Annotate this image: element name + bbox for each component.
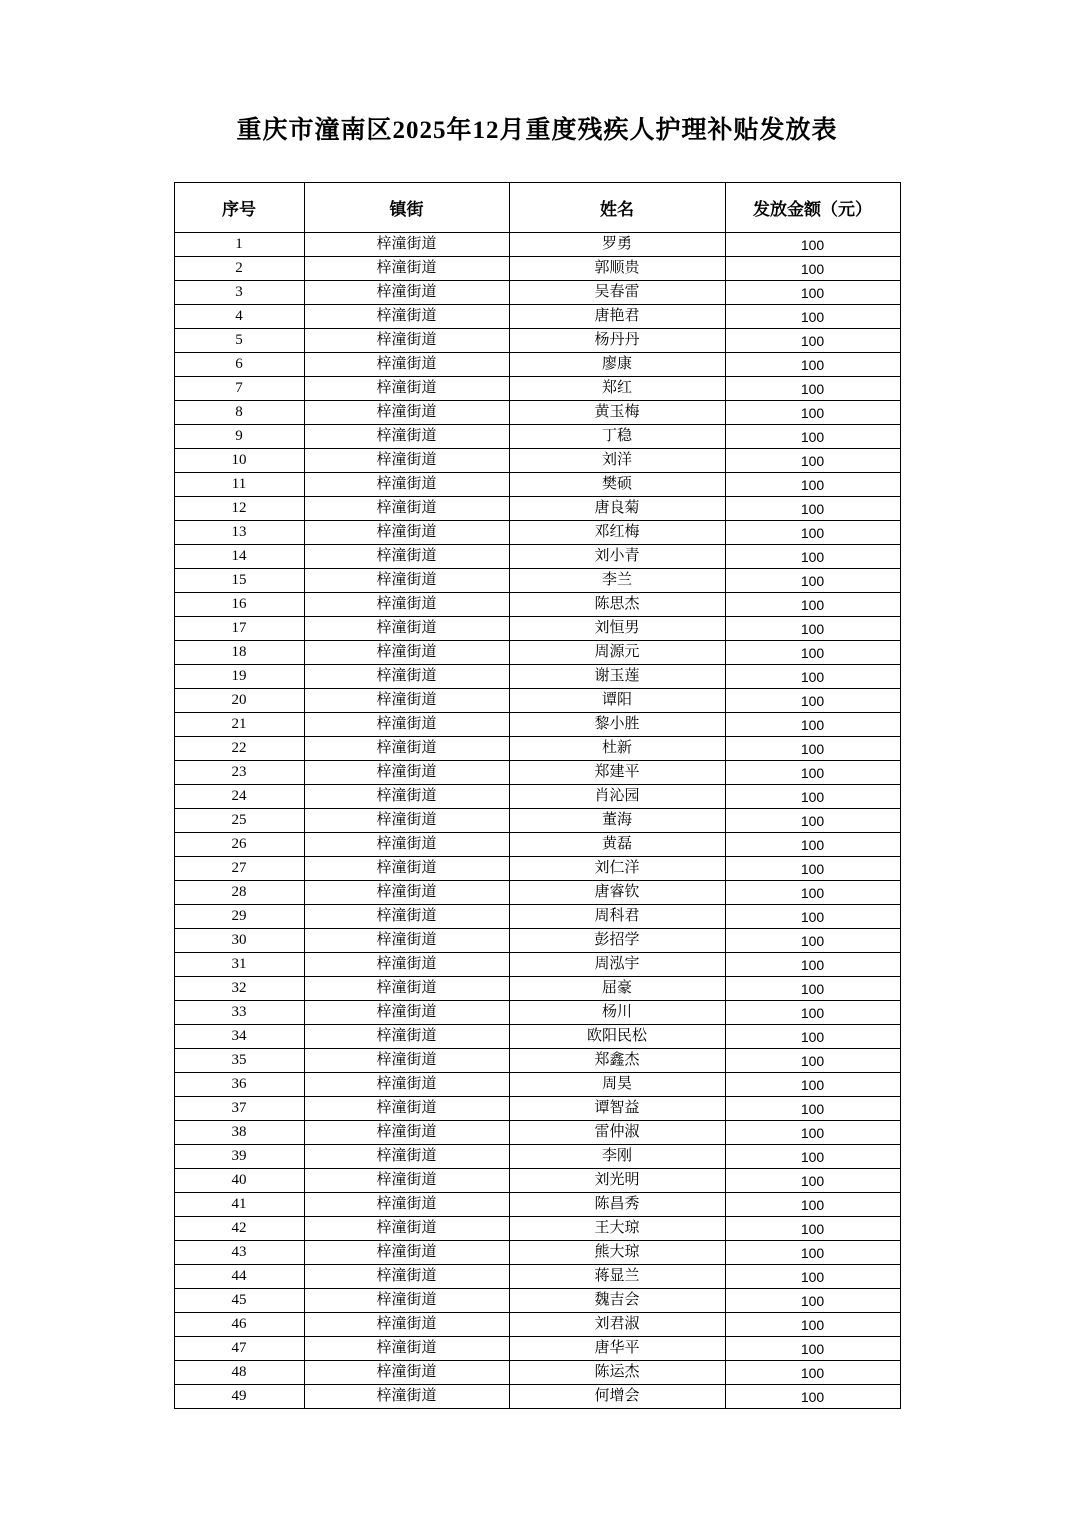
cell-amount: 100 [725,233,900,257]
cell-name: 唐良菊 [509,497,725,521]
cell-amount: 100 [725,1145,900,1169]
cell-serial: 27 [174,857,304,881]
cell-name: 魏吉会 [509,1289,725,1313]
cell-name: 黄玉梅 [509,401,725,425]
cell-name: 肖沁园 [509,785,725,809]
cell-serial: 10 [174,449,304,473]
table-row [174,1049,900,1073]
table-row [174,1001,900,1025]
cell-name: 刘小青 [509,545,725,569]
cell-name: 雷仲淑 [509,1121,725,1145]
table-row [174,1265,900,1289]
cell-amount: 100 [725,881,900,905]
cell-name: 周科君 [509,905,725,929]
cell-amount: 100 [725,1337,900,1361]
cell-town: 梓潼街道 [304,977,509,1001]
cell-name: 李刚 [509,1145,725,1169]
cell-amount: 100 [725,785,900,809]
cell-amount: 100 [725,1049,900,1073]
cell-name: 郑建平 [509,761,725,785]
cell-serial: 40 [174,1169,304,1193]
cell-serial: 9 [174,425,304,449]
table-row [174,809,900,833]
cell-amount: 100 [725,425,900,449]
cell-name: 屈豪 [509,977,725,1001]
cell-serial: 26 [174,833,304,857]
cell-name: 唐睿钦 [509,881,725,905]
cell-town: 梓潼街道 [304,329,509,353]
cell-serial: 31 [174,953,304,977]
cell-town: 梓潼街道 [304,737,509,761]
cell-town: 梓潼街道 [304,1289,509,1313]
table-row [174,449,900,473]
cell-amount: 100 [725,1289,900,1313]
cell-town: 梓潼街道 [304,593,509,617]
cell-serial: 33 [174,1001,304,1025]
header-name: 姓名 [509,183,725,233]
cell-amount: 100 [725,1193,900,1217]
cell-name: 丁稳 [509,425,725,449]
cell-name: 刘洋 [509,449,725,473]
cell-town: 梓潼街道 [304,1001,509,1025]
cell-name: 何增会 [509,1385,725,1409]
cell-town: 梓潼街道 [304,401,509,425]
cell-serial: 18 [174,641,304,665]
table-row [174,1385,900,1409]
table-row [174,401,900,425]
table-row [174,833,900,857]
cell-name: 李兰 [509,569,725,593]
cell-amount: 100 [725,497,900,521]
cell-serial: 17 [174,617,304,641]
table-row [174,953,900,977]
cell-town: 梓潼街道 [304,1217,509,1241]
table-row [174,929,900,953]
table-row [174,1169,900,1193]
cell-name: 黎小胜 [509,713,725,737]
table-row [174,641,900,665]
cell-name: 彭招学 [509,929,725,953]
cell-name: 陈昌秀 [509,1193,725,1217]
table-row [174,1217,900,1241]
cell-town: 梓潼街道 [304,1169,509,1193]
cell-amount: 100 [725,1265,900,1289]
cell-town: 梓潼街道 [304,1361,509,1385]
cell-serial: 5 [174,329,304,353]
cell-town: 梓潼街道 [304,1145,509,1169]
cell-town: 梓潼街道 [304,305,509,329]
cell-amount: 100 [725,1121,900,1145]
cell-town: 梓潼街道 [304,809,509,833]
table-row [174,329,900,353]
cell-name: 唐华平 [509,1337,725,1361]
table-row [174,545,900,569]
subsidy-table [174,182,901,1409]
cell-name: 刘恒男 [509,617,725,641]
cell-town: 梓潼街道 [304,905,509,929]
cell-town: 梓潼街道 [304,281,509,305]
table-row [174,569,900,593]
cell-town: 梓潼街道 [304,713,509,737]
cell-town: 梓潼街道 [304,1265,509,1289]
cell-town: 梓潼街道 [304,929,509,953]
table-header-row [174,183,900,233]
cell-name: 周泓宇 [509,953,725,977]
cell-serial: 25 [174,809,304,833]
cell-serial: 49 [174,1385,304,1409]
table-row [174,233,900,257]
cell-amount: 100 [725,905,900,929]
cell-serial: 19 [174,665,304,689]
cell-town: 梓潼街道 [304,473,509,497]
table-row [174,305,900,329]
cell-serial: 8 [174,401,304,425]
cell-amount: 100 [725,737,900,761]
cell-town: 梓潼街道 [304,785,509,809]
cell-amount: 100 [725,833,900,857]
header-serial: 序号 [174,183,304,233]
cell-town: 梓潼街道 [304,1313,509,1337]
cell-amount: 100 [725,1001,900,1025]
cell-name: 欧阳民松 [509,1025,725,1049]
header-amount: 发放金额（元） [725,183,900,233]
cell-name: 吴春雷 [509,281,725,305]
cell-name: 邓红梅 [509,521,725,545]
cell-town: 梓潼街道 [304,1025,509,1049]
cell-town: 梓潼街道 [304,1073,509,1097]
table-row [174,425,900,449]
cell-name: 杨丹丹 [509,329,725,353]
cell-name: 周源元 [509,641,725,665]
cell-name: 樊硕 [509,473,725,497]
cell-name: 王大琼 [509,1217,725,1241]
table-row [174,713,900,737]
cell-serial: 42 [174,1217,304,1241]
cell-serial: 20 [174,689,304,713]
table-row [174,1097,900,1121]
cell-town: 梓潼街道 [304,497,509,521]
table-row [174,689,900,713]
cell-town: 梓潼街道 [304,545,509,569]
cell-name: 黄磊 [509,833,725,857]
cell-town: 梓潼街道 [304,521,509,545]
cell-serial: 44 [174,1265,304,1289]
cell-serial: 29 [174,905,304,929]
cell-name: 谭智益 [509,1097,725,1121]
table-row [174,1361,900,1385]
cell-serial: 2 [174,257,304,281]
cell-serial: 23 [174,761,304,785]
table-row [174,497,900,521]
cell-town: 梓潼街道 [304,857,509,881]
cell-name: 廖康 [509,353,725,377]
cell-amount: 100 [725,617,900,641]
cell-serial: 6 [174,353,304,377]
table-row [174,785,900,809]
cell-amount: 100 [725,977,900,1001]
cell-amount: 100 [725,353,900,377]
cell-amount: 100 [725,473,900,497]
table-row [174,353,900,377]
cell-town: 梓潼街道 [304,953,509,977]
table-row [174,1337,900,1361]
cell-serial: 3 [174,281,304,305]
table-row [174,881,900,905]
cell-amount: 100 [725,761,900,785]
cell-town: 梓潼街道 [304,233,509,257]
cell-amount: 100 [725,953,900,977]
cell-serial: 45 [174,1289,304,1313]
table-row [174,905,900,929]
cell-name: 刘光明 [509,1169,725,1193]
table-body [174,233,900,1409]
cell-town: 梓潼街道 [304,425,509,449]
cell-town: 梓潼街道 [304,833,509,857]
table-row [174,617,900,641]
cell-serial: 12 [174,497,304,521]
page-title: 重庆市潼南区2025年12月重度残疾人护理补贴发放表 [236,117,838,144]
cell-amount: 100 [725,305,900,329]
cell-serial: 36 [174,1073,304,1097]
cell-serial: 4 [174,305,304,329]
table-row [174,593,900,617]
cell-town: 梓潼街道 [304,569,509,593]
cell-amount: 100 [725,1097,900,1121]
table-row [174,1025,900,1049]
cell-serial: 35 [174,1049,304,1073]
cell-name: 刘仁洋 [509,857,725,881]
table-row [174,521,900,545]
cell-town: 梓潼街道 [304,881,509,905]
cell-town: 梓潼街道 [304,449,509,473]
table-row [174,857,900,881]
cell-amount: 100 [725,1313,900,1337]
cell-name: 周昊 [509,1073,725,1097]
cell-name: 陈运杰 [509,1361,725,1385]
cell-serial: 48 [174,1361,304,1385]
cell-serial: 28 [174,881,304,905]
cell-name: 刘君淑 [509,1313,725,1337]
cell-name: 郑鑫杰 [509,1049,725,1073]
cell-serial: 37 [174,1097,304,1121]
cell-name: 唐艳君 [509,305,725,329]
cell-amount: 100 [725,401,900,425]
cell-name: 陈思杰 [509,593,725,617]
table-row [174,1289,900,1313]
cell-town: 梓潼街道 [304,665,509,689]
cell-name: 谢玉莲 [509,665,725,689]
cell-town: 梓潼街道 [304,761,509,785]
cell-serial: 21 [174,713,304,737]
cell-name: 郑红 [509,377,725,401]
cell-amount: 100 [725,1025,900,1049]
cell-serial: 34 [174,1025,304,1049]
cell-serial: 14 [174,545,304,569]
table-row [174,1313,900,1337]
table-row [174,665,900,689]
cell-town: 梓潼街道 [304,1097,509,1121]
cell-amount: 100 [725,281,900,305]
cell-amount: 100 [725,593,900,617]
cell-amount: 100 [725,1217,900,1241]
cell-serial: 43 [174,1241,304,1265]
cell-name: 杨川 [509,1001,725,1025]
cell-amount: 100 [725,641,900,665]
cell-town: 梓潼街道 [304,1385,509,1409]
cell-serial: 32 [174,977,304,1001]
cell-amount: 100 [725,569,900,593]
cell-serial: 13 [174,521,304,545]
table-row [174,977,900,1001]
table-row [174,761,900,785]
cell-amount: 100 [725,1361,900,1385]
cell-amount: 100 [725,521,900,545]
table-row [174,257,900,281]
cell-name: 罗勇 [509,233,725,257]
cell-town: 梓潼街道 [304,641,509,665]
cell-town: 梓潼街道 [304,689,509,713]
cell-amount: 100 [725,1241,900,1265]
cell-amount: 100 [725,257,900,281]
table-row [174,1121,900,1145]
cell-amount: 100 [725,809,900,833]
cell-town: 梓潼街道 [304,617,509,641]
cell-town: 梓潼街道 [304,1121,509,1145]
cell-serial: 1 [174,233,304,257]
cell-name: 郭顺贵 [509,257,725,281]
cell-amount: 100 [725,1169,900,1193]
cell-serial: 47 [174,1337,304,1361]
cell-name: 谭阳 [509,689,725,713]
cell-serial: 7 [174,377,304,401]
cell-town: 梓潼街道 [304,257,509,281]
cell-amount: 100 [725,377,900,401]
cell-amount: 100 [725,1385,900,1409]
cell-amount: 100 [725,665,900,689]
cell-name: 熊大琼 [509,1241,725,1265]
cell-name: 董海 [509,809,725,833]
cell-serial: 30 [174,929,304,953]
table-row [174,473,900,497]
cell-amount: 100 [725,449,900,473]
cell-serial: 39 [174,1145,304,1169]
table-row [174,1241,900,1265]
table-row [174,1145,900,1169]
cell-serial: 11 [174,473,304,497]
cell-serial: 16 [174,593,304,617]
cell-name: 杜新 [509,737,725,761]
cell-town: 梓潼街道 [304,353,509,377]
cell-amount: 100 [725,329,900,353]
cell-town: 梓潼街道 [304,1241,509,1265]
header-town: 镇街 [304,183,509,233]
cell-town: 梓潼街道 [304,1193,509,1217]
cell-amount: 100 [725,713,900,737]
table-row [174,377,900,401]
cell-serial: 15 [174,569,304,593]
cell-amount: 100 [725,929,900,953]
cell-amount: 100 [725,857,900,881]
cell-town: 梓潼街道 [304,377,509,401]
cell-serial: 22 [174,737,304,761]
cell-town: 梓潼街道 [304,1337,509,1361]
cell-serial: 46 [174,1313,304,1337]
table-row [174,281,900,305]
table-row [174,737,900,761]
cell-amount: 100 [725,689,900,713]
cell-amount: 100 [725,1073,900,1097]
table-row [174,1193,900,1217]
cell-town: 梓潼街道 [304,1049,509,1073]
cell-amount: 100 [725,545,900,569]
cell-serial: 38 [174,1121,304,1145]
cell-name: 蒋显兰 [509,1265,725,1289]
cell-serial: 24 [174,785,304,809]
cell-serial: 41 [174,1193,304,1217]
table-row [174,1073,900,1097]
